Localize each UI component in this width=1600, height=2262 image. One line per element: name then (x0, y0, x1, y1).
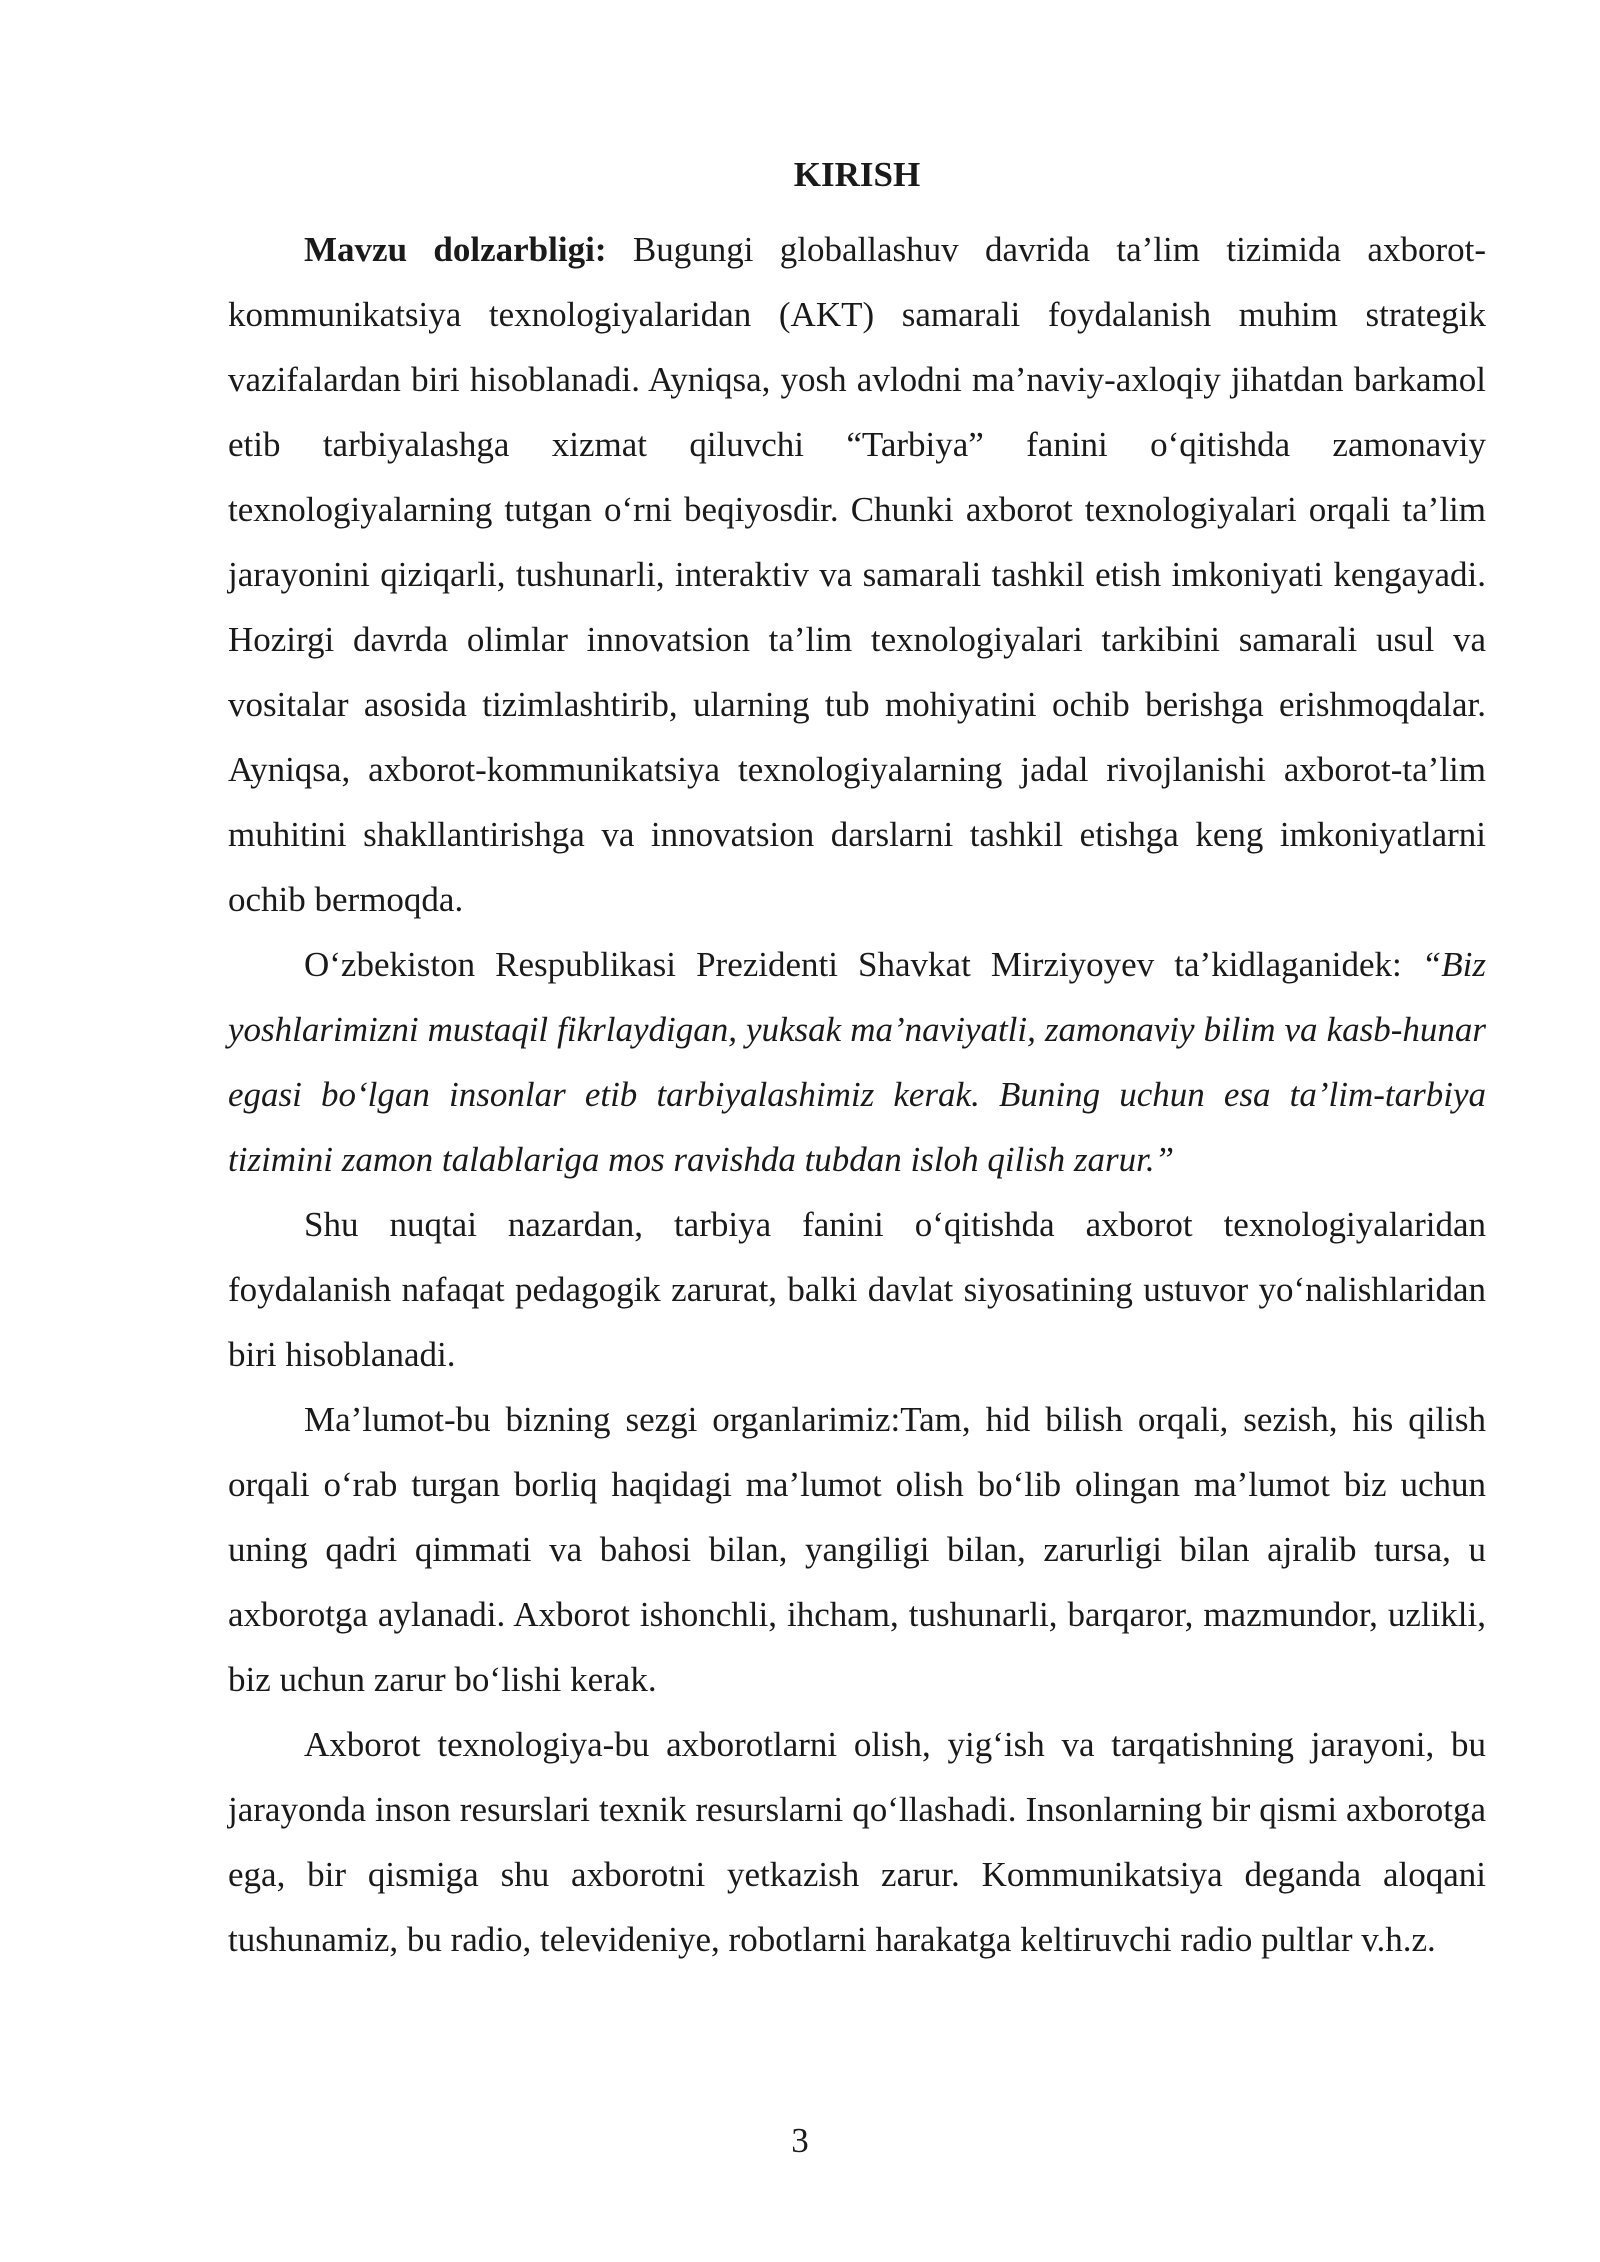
page-number: 3 (791, 2121, 809, 2160)
page-title: KIRISH (793, 155, 921, 194)
paragraph-text: O‘zbekiston Respublikasi Prezidenti Shavkat Mirziyoyev ta’kidlaganidek: (304, 945, 1422, 984)
quote-text: “Biz yoshlarimizni mustaqil fikrlaydigan, yuksak ma’naviyatli, zamonaviy bilim va kasb-hunar egasi bo‘lgan insonlar etib tarbiyalashimiz kerak. Buning uchun esa ta’lim-tarbiya tizimini zamon talablariga mos ravishda tubdan isloh qilish zarur.” (228, 945, 1486, 1179)
paragraph-relevance (228, 217, 1486, 932)
document-page (228, 152, 1486, 1972)
paragraph-information: Ma’lumot-bu bizning sezgi organlarimiz:Tam, hid bilish orqali, sezish, his qilish orqali o‘rab turgan borliq haqidagi ma’lumot olish bo‘lib olingan ma’lumot biz uchun uning qadri qimmati va bahosi bilan, yangiligi bilan, zarurligi bilan ajralib tursa, u axborotga aylanadi. Axborot ishonchli, ihcham, tushunarli, barqaror, mazmundor, uzlikli, biz uchun zarur bo‘lishi kerak. (228, 1400, 1486, 1699)
paragraph-information-technology: Axborot texnologiya-bu axborotlarni olish, yig‘ish va tarqatishning jarayoni, bu jarayonda inson resurslari texnik resurslarni qo‘llashadi. Insonlarning bir qismi axborotga ega, bir qismiga shu axborotni yetkazish zarur. Kommunikatsiya deganda aloqani tushunamiz, bu radio, televideniye, robotlarni harakatga keltiruvchi radio pultlar v.h.z. (228, 1725, 1486, 1959)
paragraph-label: Mavzu dolzarbligi: (304, 230, 607, 269)
paragraph-policy: Shu nuqtai nazardan, tarbiya fanini o‘qitishda axborot texnologiyalaridan foydalanish nafaqat pedagogik zarurat, balki davlat siyosatining ustuvor yo‘nalishlaridan biri hisoblanadi. (228, 1205, 1486, 1374)
paragraph-text: Bugungi globallashuv davrida ta’lim tizimida axborot-kommunikatsiya texnologiyalaridan (AKT) samarali foydalanish muhim strategik vazifalardan biri hisoblanadi. Ayniqsa, yosh avlodni ma’naviy-axloqiy jihatdan barkamol etib tarbiyalashga xizmat qiluvchi “Tarbiya” fanini o‘qitishda zamonaviy texnologiyalarning tutgan o‘rni beqiyosdir. Chunki axborot texnologiyalari orqali ta’lim jarayonini qiziqarli, tushunarli, interaktiv va samarali tashkil etish imkoniyati kengayadi. Hozirgi davrda olimlar innovatsion ta’lim texnologiyalari tarkibini samarali usul va vositalar asosida tizimlashtirib, ularning tub mohiyatini ochib berishga erishmoqdalar. Ayniqsa, axborot-kommunikatsiya texnologiyalarning jadal rivojlanishi axborot-ta’lim muhitini shakllantirishga va innovatsion darslarni tashkil etishga keng imkoniyatlarni ochib bermoqda. (228, 230, 1486, 919)
paragraph-president-quote (228, 932, 1486, 1192)
